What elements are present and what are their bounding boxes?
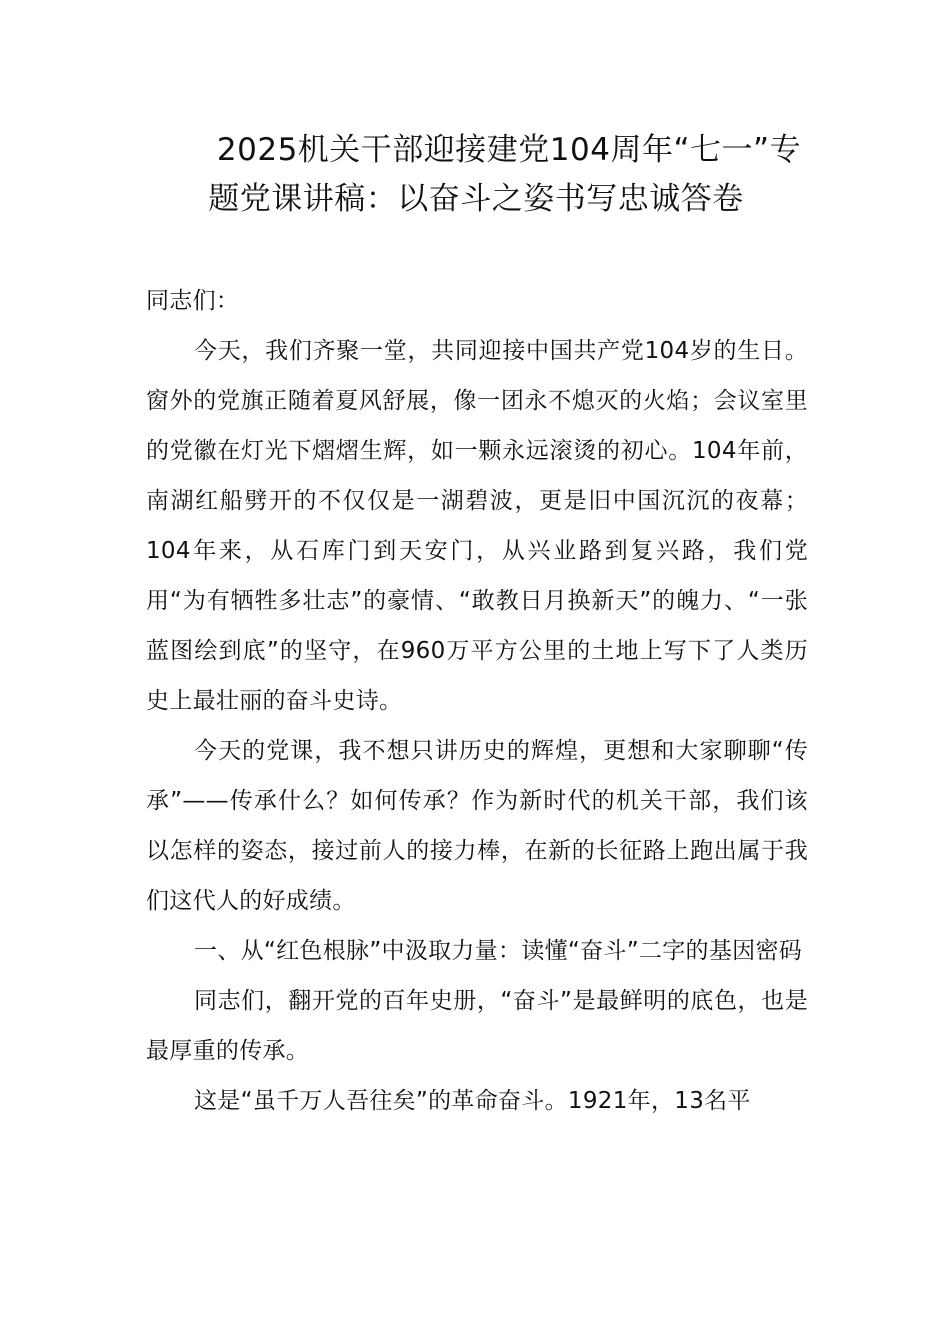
paragraph-struggle: 同志们，翻开党的百年史册，“奋斗”是最鲜明的底色，也是最厚重的传承。 [146, 988, 808, 1064]
paragraph-revolution: 这是“虽千万人吾往矣”的革命奋斗。1921年，13名平 [194, 1088, 751, 1114]
section-heading-one: 一、从“红色根脉”中汲取力量：读懂“奋斗”二字的基因密码 [194, 938, 803, 964]
document-body [146, 276, 808, 1126]
paragraph-inheritance: 今天的党课，我不想只讲历史的辉煌，更想和大家聊聊“传承”——传承什么？如何传承？作为新时代的机关干部，我们该以怎样的姿态，接过前人的接力棒，在新的长征路上跑出属于我们这代人的好成绩。 [146, 738, 808, 914]
document-title: 2025机关干部迎接建党104周年“七一”专题党课讲稿：以奋斗之姿书写忠诚答卷 [208, 132, 802, 217]
greeting: 同志们： [146, 288, 240, 314]
paragraph-opening: 今天，我们齐聚一堂，共同迎接中国共产党104岁的生日。窗外的党旗正随着夏风舒展，像一团永不熄灭的火焰；会议室里的党徽在灯光下熠熠生辉，如一颗永远滚烫的初心。104年前，南湖红船劈开的不仅仅是一湖碧波，更是旧中国沉沉的夜幕；104年来，从石库门到天安门，从兴业路到复兴路，我们党用“为有牺牲多壮志”的豪情、“敢教日月换新天”的魄力、“一张蓝图绘到底”的坚守，在960万平方公里的土地上写下了人类历史上最壮丽的奋斗史诗。 [146, 338, 808, 714]
